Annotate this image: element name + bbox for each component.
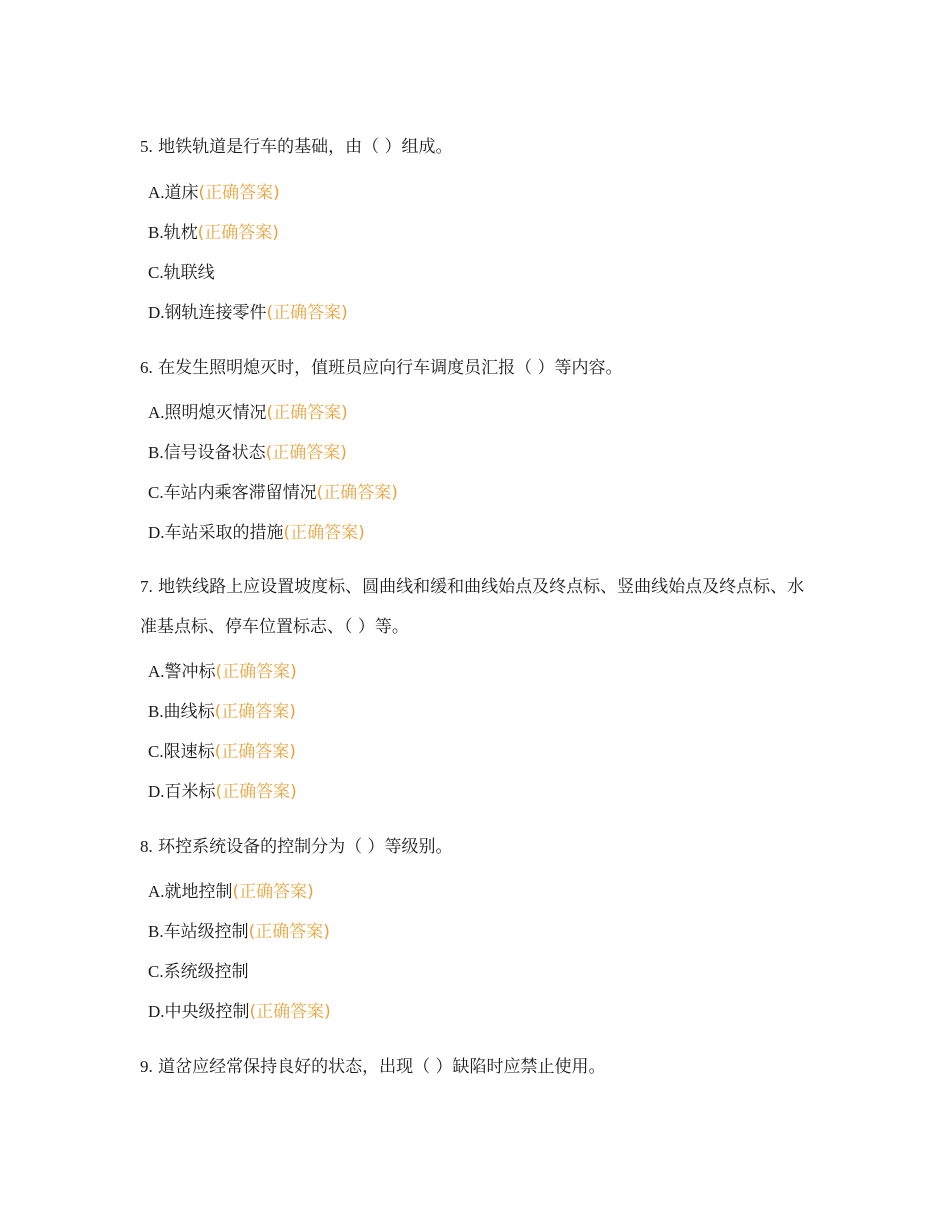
option-b xyxy=(148,433,828,473)
question-7 xyxy=(140,567,820,647)
option-letter: A. xyxy=(148,882,165,901)
question-5 xyxy=(140,127,820,167)
option-text: 钢轨连接零件 xyxy=(164,303,267,323)
correct-answer-marker: (正确答案) xyxy=(198,183,280,203)
correct-answer-marker: (正确答案) xyxy=(265,443,347,463)
question-6 xyxy=(140,348,820,388)
option-c xyxy=(148,473,828,513)
option-letter: A. xyxy=(148,662,165,681)
option-text: 就地控制 xyxy=(164,882,233,902)
option-a xyxy=(148,652,828,692)
option-letter: C. xyxy=(148,742,164,761)
question-number: 6. xyxy=(140,358,153,377)
option-c xyxy=(148,253,828,293)
option-b xyxy=(148,692,828,732)
option-text: 系统级控制 xyxy=(163,962,249,982)
option-text: 照明熄灭情况 xyxy=(164,403,267,423)
option-d xyxy=(148,772,828,812)
option-text: 信号设备状态 xyxy=(163,443,266,463)
options-list-7 xyxy=(148,652,828,812)
option-text: 百米标 xyxy=(164,782,216,802)
correct-answer-marker: (正确答案) xyxy=(266,403,348,423)
question-number: 8. xyxy=(140,837,153,856)
correct-answer-marker: (正确答案) xyxy=(214,702,296,722)
option-a xyxy=(148,173,828,213)
option-letter: A. xyxy=(148,183,165,202)
options-list-6 xyxy=(148,393,828,553)
option-letter: D. xyxy=(148,1002,165,1021)
option-text: 警冲标 xyxy=(164,662,216,682)
question-number: 5. xyxy=(140,137,153,156)
option-text: 道床 xyxy=(164,183,199,203)
question-text: 环控系统设备的控制分为（ ）等级别。 xyxy=(152,837,453,857)
question-text: 在发生照明熄灭时，值班员应向行车调度员汇报（ ）等内容。 xyxy=(152,358,623,378)
option-text: 曲线标 xyxy=(163,702,215,722)
option-b xyxy=(148,912,828,952)
correct-answer-marker: (正确答案) xyxy=(232,882,314,902)
option-text: 轨联线 xyxy=(163,263,215,283)
correct-answer-marker: (正确答案) xyxy=(215,782,297,802)
option-letter: B. xyxy=(148,702,164,721)
correct-answer-marker: (正确答案) xyxy=(283,523,365,543)
option-text: 车站采取的措施 xyxy=(164,523,284,543)
option-d xyxy=(148,992,828,1032)
option-letter: D. xyxy=(148,782,165,801)
question-9 xyxy=(140,1047,820,1087)
option-text: 中央级控制 xyxy=(164,1002,250,1022)
correct-answer-marker: (正确答案) xyxy=(316,483,398,503)
question-number: 9. xyxy=(140,1057,153,1076)
option-text: 限速标 xyxy=(163,742,215,762)
option-letter: D. xyxy=(148,303,165,322)
options-list-5 xyxy=(148,173,828,333)
option-letter: B. xyxy=(148,223,164,242)
question-text: 地铁轨道是行车的基础，由（ ）组成。 xyxy=(152,137,453,157)
option-d xyxy=(148,513,828,553)
question-text: 道岔应经常保持良好的状态，出现（ ）缺陷时应禁止使用。 xyxy=(152,1057,606,1077)
option-c xyxy=(148,732,828,772)
option-letter: B. xyxy=(148,443,164,462)
option-letter: A. xyxy=(148,403,165,422)
correct-answer-marker: (正确答案) xyxy=(248,922,330,942)
option-text: 车站内乘客滞留情况 xyxy=(163,483,317,503)
question-8 xyxy=(140,827,820,867)
option-d xyxy=(148,293,828,333)
options-list-8 xyxy=(148,872,828,1032)
question-text: 地铁线路上应设置坡度标、圆曲线和缓和曲线始点及终点标、竖曲线始点及终点标、水准基点标、停车位置标志、（ ）等。 xyxy=(140,577,805,637)
option-text: 轨枕 xyxy=(163,223,198,243)
option-b xyxy=(148,213,828,253)
option-text: 车站级控制 xyxy=(163,922,249,942)
correct-answer-marker: (正确答案) xyxy=(215,662,297,682)
question-number: 7. xyxy=(140,577,153,596)
option-a xyxy=(148,393,828,433)
correct-answer-marker: (正确答案) xyxy=(214,742,296,762)
option-letter: B. xyxy=(148,922,164,941)
option-c xyxy=(148,952,828,992)
correct-answer-marker: (正确答案) xyxy=(197,223,279,243)
option-a xyxy=(148,872,828,912)
option-letter: C. xyxy=(148,263,164,282)
correct-answer-marker: (正确答案) xyxy=(249,1002,331,1022)
option-letter: C. xyxy=(148,483,164,502)
correct-answer-marker: (正确答案) xyxy=(266,303,348,323)
option-letter: C. xyxy=(148,962,164,981)
option-letter: D. xyxy=(148,523,165,542)
